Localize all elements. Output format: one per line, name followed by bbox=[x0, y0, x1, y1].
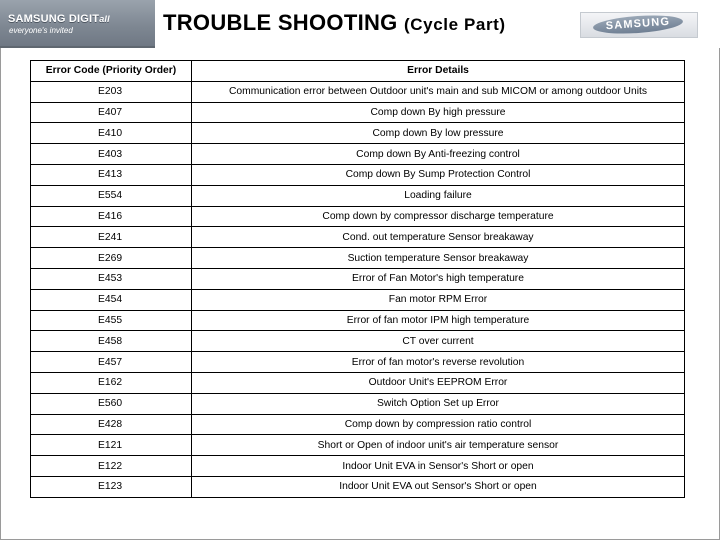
error-code-cell: E428 bbox=[31, 414, 192, 435]
logo-brand-tail: all bbox=[99, 14, 110, 24]
error-detail-cell: Error of fan motor's reverse revolution bbox=[192, 352, 685, 373]
error-detail-cell: Switch Option Set up Error bbox=[192, 393, 685, 414]
error-detail-cell: Comp down By Sump Protection Control bbox=[192, 164, 685, 185]
samsung-digitall-logo bbox=[0, 0, 155, 48]
error-detail-cell: Comp down By Anti-freezing control bbox=[192, 144, 685, 165]
table-row bbox=[31, 248, 685, 269]
table-row bbox=[31, 164, 685, 185]
table-row bbox=[31, 81, 685, 102]
error-code-cell: E403 bbox=[31, 144, 192, 165]
column-header-error-code: Error Code (Priority Order) bbox=[31, 61, 192, 82]
table-row bbox=[31, 102, 685, 123]
error-code-cell: E241 bbox=[31, 227, 192, 248]
header bbox=[0, 0, 720, 48]
logo-tagline: everyone's invited bbox=[9, 26, 73, 35]
error-code-cell: E407 bbox=[31, 102, 192, 123]
error-detail-cell: Error of fan motor IPM high temperature bbox=[192, 310, 685, 331]
samsung-logo-text: SAMSUNG bbox=[593, 13, 684, 36]
table-row bbox=[31, 476, 685, 497]
table-row bbox=[31, 331, 685, 352]
table-row bbox=[31, 414, 685, 435]
error-code-cell: E122 bbox=[31, 456, 192, 477]
table-row bbox=[31, 144, 685, 165]
error-code-cell: E413 bbox=[31, 164, 192, 185]
error-code-cell: E410 bbox=[31, 123, 192, 144]
table-row bbox=[31, 435, 685, 456]
table-row bbox=[31, 268, 685, 289]
page-title bbox=[163, 10, 506, 36]
table-row bbox=[31, 393, 685, 414]
column-header-error-details: Error Details bbox=[192, 61, 685, 82]
table-row bbox=[31, 289, 685, 310]
error-code-cell: E453 bbox=[31, 268, 192, 289]
table-row bbox=[31, 123, 685, 144]
logo-brand-main: SAMSUNG DIGIT bbox=[8, 13, 100, 25]
error-detail-cell: Comp down by compression ratio control bbox=[192, 414, 685, 435]
error-detail-cell: Comp down By high pressure bbox=[192, 102, 685, 123]
error-code-cell: E455 bbox=[31, 310, 192, 331]
error-code-cell: E560 bbox=[31, 393, 192, 414]
error-code-cell: E458 bbox=[31, 331, 192, 352]
error-detail-cell: CT over current bbox=[192, 331, 685, 352]
page-title-main: TROUBLE SHOOTING bbox=[163, 10, 398, 35]
error-detail-cell: Loading failure bbox=[192, 185, 685, 206]
error-detail-cell: Fan motor RPM Error bbox=[192, 289, 685, 310]
error-detail-cell: Outdoor Unit's EEPROM Error bbox=[192, 372, 685, 393]
table-row bbox=[31, 206, 685, 227]
error-detail-cell: Communication error between Outdoor unit's main and sub MICOM or among outdoor Units bbox=[192, 81, 685, 102]
table-row bbox=[31, 227, 685, 248]
table-row bbox=[31, 310, 685, 331]
error-detail-cell: Error of Fan Motor's high temperature bbox=[192, 268, 685, 289]
error-detail-cell: Suction temperature Sensor breakaway bbox=[192, 248, 685, 269]
error-code-table bbox=[30, 60, 685, 498]
error-code-cell: E457 bbox=[31, 352, 192, 373]
error-code-cell: E416 bbox=[31, 206, 192, 227]
error-code-cell: E123 bbox=[31, 476, 192, 497]
error-detail-cell: Cond. out temperature Sensor breakaway bbox=[192, 227, 685, 248]
error-detail-cell: Indoor Unit EVA out Sensor's Short or open bbox=[192, 476, 685, 497]
table-row bbox=[31, 456, 685, 477]
error-code-cell: E554 bbox=[31, 185, 192, 206]
table-header-row bbox=[31, 61, 685, 82]
error-detail-cell: Comp down by compressor discharge temperature bbox=[192, 206, 685, 227]
error-detail-cell: Short or Open of indoor unit's air temperature sensor bbox=[192, 435, 685, 456]
table-row bbox=[31, 352, 685, 373]
page-title-sub: (Cycle Part) bbox=[404, 15, 506, 34]
error-code-cell: E269 bbox=[31, 248, 192, 269]
table-row bbox=[31, 372, 685, 393]
error-code-cell: E162 bbox=[31, 372, 192, 393]
error-code-cell: E454 bbox=[31, 289, 192, 310]
error-detail-cell: Indoor Unit EVA in Sensor's Short or open bbox=[192, 456, 685, 477]
error-code-cell: E121 bbox=[31, 435, 192, 456]
logo-brand-text bbox=[8, 13, 110, 25]
error-code-cell: E203 bbox=[31, 81, 192, 102]
error-detail-cell: Comp down By low pressure bbox=[192, 123, 685, 144]
samsung-logo bbox=[580, 12, 698, 38]
table-row bbox=[31, 185, 685, 206]
